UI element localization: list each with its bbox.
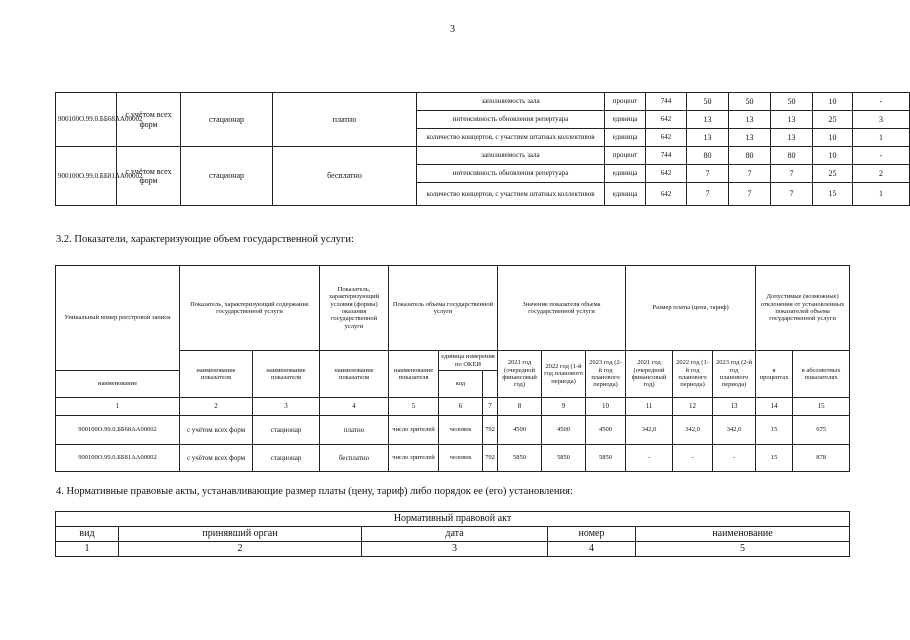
deviation-abs: - bbox=[853, 147, 910, 165]
column-number: 2 bbox=[119, 542, 362, 557]
condition-cell: стационар bbox=[181, 93, 273, 147]
value-2021: 4500 bbox=[498, 416, 542, 445]
header-type: вид bbox=[56, 527, 119, 542]
payment-cell: платно bbox=[273, 93, 417, 147]
condition-cell: стационар bbox=[181, 147, 273, 206]
deviation-abs: 1 bbox=[853, 129, 910, 147]
unit-cell: единица bbox=[605, 111, 646, 129]
column-number: 1 bbox=[56, 398, 180, 416]
okei-cell: 642 bbox=[646, 165, 687, 183]
header-content: Показатель, характеризующий содержание государственной услуги bbox=[180, 266, 320, 351]
quality-indicators-table bbox=[55, 92, 910, 206]
okei-cell: 642 bbox=[646, 183, 687, 206]
column-number: 5 bbox=[389, 398, 439, 416]
registry-code: 900100О.99.0.ББ81АА00002 bbox=[56, 445, 180, 472]
subheader-2023: 2023 год (2-й год планового периода) bbox=[586, 351, 626, 398]
value-2022: 5850 bbox=[542, 445, 586, 472]
value-2021: 50 bbox=[687, 93, 729, 111]
value-2022: 13 bbox=[729, 129, 771, 147]
value-2021: 80 bbox=[687, 147, 729, 165]
subheader-absolute: в абсолютных показателях bbox=[793, 351, 850, 398]
deviation-pct: 10 bbox=[813, 129, 853, 147]
subheader-name: наименование показателя bbox=[389, 351, 439, 398]
value-2022: 7 bbox=[729, 165, 771, 183]
column-number: 9 bbox=[542, 398, 586, 416]
condition-cell: стационар bbox=[253, 416, 320, 445]
content-cell: с учётом всех форм bbox=[117, 147, 181, 206]
section-3-2-heading: 3.2. Показатели, характеризующие объем государственной услуги: bbox=[56, 234, 354, 245]
value-2023: 7 bbox=[771, 183, 813, 206]
content-cell: с учётом всех форм bbox=[180, 416, 253, 445]
subheader-percent: в процентах bbox=[756, 351, 793, 398]
value-2022: 50 bbox=[729, 93, 771, 111]
header-condition: Показатель, характеризующий условия (формы) оказания государственной услуги bbox=[320, 266, 389, 351]
column-number: 15 bbox=[793, 398, 850, 416]
okei-cell: 792 bbox=[483, 445, 498, 472]
deviation-pct: 15 bbox=[756, 416, 793, 445]
indicator-name: заполняемость зала bbox=[417, 93, 605, 111]
deviation-abs: 1 bbox=[853, 183, 910, 206]
table-row bbox=[56, 93, 910, 111]
registry-code: 900100О.99.0.ББ68АА00002 bbox=[56, 416, 180, 445]
header-number: номер bbox=[548, 527, 636, 542]
indicator-name: число зрителей bbox=[389, 445, 439, 472]
subheader-2022: 2022 год (1-й год планового периода) bbox=[673, 351, 713, 398]
subheader-name: наименование показателя bbox=[320, 351, 389, 398]
column-number-row bbox=[56, 398, 850, 416]
value-2022: 4500 bbox=[542, 416, 586, 445]
unit-cell: единица bbox=[605, 183, 646, 206]
payment-cell: бесплатно bbox=[320, 445, 389, 472]
page-number: 3 bbox=[450, 24, 455, 35]
subheader-name: наименование показателя bbox=[180, 351, 253, 398]
table-row bbox=[56, 416, 850, 445]
unit-cell: процент bbox=[605, 147, 646, 165]
header-authority: принявший орган bbox=[119, 527, 362, 542]
indicator-name: количество концертов, с участием штатных коллективов bbox=[417, 183, 605, 206]
column-number: 3 bbox=[362, 542, 548, 557]
value-2023: 7 bbox=[771, 165, 813, 183]
header-unique-number: Уникальный номер реестровой записи bbox=[56, 266, 180, 371]
value-2022: 13 bbox=[729, 111, 771, 129]
header-values: Значение показателя объема государственной услуги bbox=[498, 266, 626, 351]
deviation-pct: 10 bbox=[813, 93, 853, 111]
value-2023: 4500 bbox=[586, 416, 626, 445]
value-2023: 13 bbox=[771, 129, 813, 147]
table-row bbox=[56, 147, 910, 165]
subheader-unit-name: наименование bbox=[56, 371, 180, 398]
subheader-2021: 2021 год (очередной финансовый год) bbox=[498, 351, 542, 398]
value-2021: 13 bbox=[687, 129, 729, 147]
header-volume: Показатель объема государственной услуги bbox=[389, 266, 498, 351]
column-number-row bbox=[56, 542, 850, 557]
deviation-abs: 878 bbox=[793, 445, 850, 472]
fee-2022: 342,0 bbox=[673, 416, 713, 445]
okei-cell: 642 bbox=[646, 129, 687, 147]
value-2021: 13 bbox=[687, 111, 729, 129]
unit-cell: единица bbox=[605, 165, 646, 183]
fee-2021: 342,0 bbox=[626, 416, 673, 445]
header-deviation: Допустимые (возможные) отклонения от установленных показателей объема государственной услуги bbox=[756, 266, 850, 351]
value-2022: 7 bbox=[729, 183, 771, 206]
column-number: 12 bbox=[673, 398, 713, 416]
deviation-pct: 25 bbox=[813, 165, 853, 183]
indicator-name: заполняемость зала bbox=[417, 147, 605, 165]
condition-cell: стационар bbox=[253, 445, 320, 472]
unit-cell: единица bbox=[605, 129, 646, 147]
value-2021: 7 bbox=[687, 183, 729, 206]
table-row bbox=[56, 445, 850, 472]
value-2023: 5850 bbox=[586, 445, 626, 472]
legal-acts-table bbox=[55, 511, 850, 557]
deviation-pct: 15 bbox=[756, 445, 793, 472]
subheader-2022: 2022 год (1-й год планового периода) bbox=[542, 351, 586, 398]
okei-cell: 744 bbox=[646, 147, 687, 165]
indicator-name: интенсивность обновления репертуара bbox=[417, 165, 605, 183]
deviation-pct: 10 bbox=[813, 147, 853, 165]
header-row bbox=[56, 527, 850, 542]
fee-2022: - bbox=[673, 445, 713, 472]
column-number: 10 bbox=[586, 398, 626, 416]
registry-code: 900100О.99.0.ББ81АА00002 bbox=[56, 147, 117, 206]
indicator-name: количество концертов, с участием штатных коллективов bbox=[417, 129, 605, 147]
deviation-abs: 2 bbox=[853, 165, 910, 183]
column-number: 5 bbox=[636, 542, 850, 557]
content-cell: с учётом всех форм bbox=[117, 93, 181, 147]
indicator-name: интенсивность обновления репертуара bbox=[417, 111, 605, 129]
header-date: дата bbox=[362, 527, 548, 542]
column-number: 11 bbox=[626, 398, 673, 416]
subheader-unit-code: код bbox=[439, 371, 483, 398]
column-number: 4 bbox=[548, 542, 636, 557]
value-2023: 80 bbox=[771, 147, 813, 165]
unit-cell: человек bbox=[439, 416, 483, 445]
column-number: 8 bbox=[498, 398, 542, 416]
unit-cell: процент bbox=[605, 93, 646, 111]
column-number: 7 bbox=[483, 398, 498, 416]
payment-cell: платно bbox=[320, 416, 389, 445]
subheader-2023: 2023 год (2-й год планового периода) bbox=[713, 351, 756, 398]
legal-act-title: Нормативный правовой акт bbox=[56, 512, 850, 527]
value-2022: 80 bbox=[729, 147, 771, 165]
content-cell: с учётом всех форм bbox=[180, 445, 253, 472]
column-number: 1 bbox=[56, 542, 119, 557]
column-number: 13 bbox=[713, 398, 756, 416]
subheader-name: наименование показателя bbox=[253, 351, 320, 398]
column-number: 4 bbox=[320, 398, 389, 416]
column-number: 6 bbox=[439, 398, 483, 416]
fee-2021: - bbox=[626, 445, 673, 472]
section-4-heading: 4. Нормативные правовые акты, устанавливающие размер платы (цену, тариф) либо порядок ее (его) установления: bbox=[56, 486, 573, 497]
value-2021: 5850 bbox=[498, 445, 542, 472]
volume-indicators-table bbox=[55, 265, 850, 472]
column-number: 3 bbox=[253, 398, 320, 416]
header-fee: Размер платы (цена, тариф) bbox=[626, 266, 756, 351]
column-number: 14 bbox=[756, 398, 793, 416]
value-2021: 7 bbox=[687, 165, 729, 183]
column-number: 2 bbox=[180, 398, 253, 416]
okei-cell: 792 bbox=[483, 416, 498, 445]
value-2023: 50 bbox=[771, 93, 813, 111]
deviation-abs: - bbox=[853, 93, 910, 111]
fee-2023: - bbox=[713, 445, 756, 472]
value-2023: 13 bbox=[771, 111, 813, 129]
deviation-pct: 15 bbox=[813, 183, 853, 206]
subheader-2021: 2021 год (очередной финансовый год) bbox=[626, 351, 673, 398]
deviation-abs: 675 bbox=[793, 416, 850, 445]
registry-code: 900100О.99.0.ББ68АА00002 bbox=[56, 93, 117, 147]
fee-2023: 342,0 bbox=[713, 416, 756, 445]
okei-cell: 744 bbox=[646, 93, 687, 111]
deviation-pct: 25 bbox=[813, 111, 853, 129]
deviation-abs: 3 bbox=[853, 111, 910, 129]
header-name: наименование bbox=[636, 527, 850, 542]
unit-cell: человек bbox=[439, 445, 483, 472]
indicator-name: число зрителей bbox=[389, 416, 439, 445]
subheader-unit: единица измерения по ОКЕИ bbox=[439, 351, 498, 371]
okei-cell: 642 bbox=[646, 111, 687, 129]
payment-cell: бесплатно bbox=[273, 147, 417, 206]
table-title-row bbox=[56, 512, 850, 527]
